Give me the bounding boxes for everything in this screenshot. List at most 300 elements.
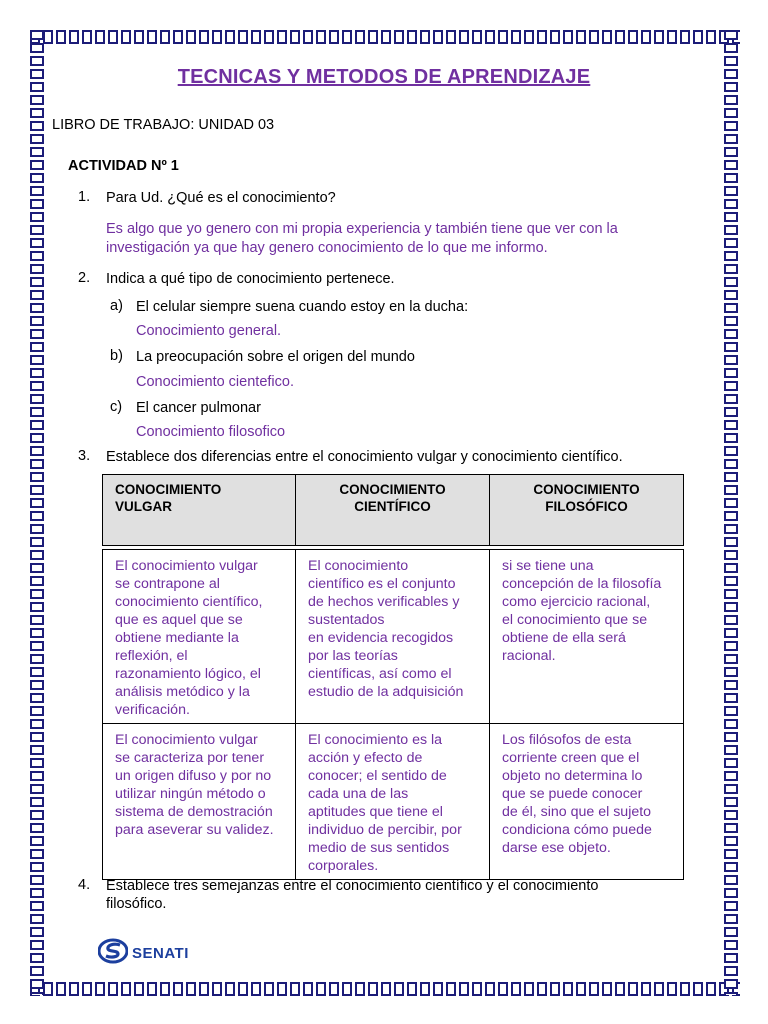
frame-block — [724, 511, 738, 521]
frame-block — [30, 160, 44, 170]
frame-block — [108, 982, 118, 996]
senati-logo-text: SENATI — [132, 945, 189, 962]
frame-block — [30, 498, 44, 508]
frame-block — [30, 667, 44, 677]
frame-block — [134, 982, 144, 996]
cell-line: si se tiene una — [502, 558, 594, 574]
frame-block — [303, 30, 313, 44]
q1-number: 1. — [78, 189, 91, 205]
frame-block — [724, 940, 738, 950]
cell-line: razonamiento lógico, el — [115, 666, 261, 682]
q2-item-b-letter: b) — [110, 348, 123, 364]
frame-block — [30, 173, 44, 183]
frame-block — [693, 982, 703, 996]
frame-block — [628, 30, 638, 44]
frame-block — [641, 982, 651, 996]
frame-block — [724, 888, 738, 898]
frame-block — [446, 30, 456, 44]
cell-line: el conocimiento que se — [502, 612, 648, 628]
frame-block — [30, 797, 44, 807]
frame-block — [628, 982, 638, 996]
cell-line: que es aquel que se — [115, 612, 243, 628]
frame-block — [30, 602, 44, 612]
cell-line: condiciona cómo puede — [502, 822, 652, 838]
frame-block — [30, 212, 44, 222]
frame-block — [446, 982, 456, 996]
frame-block — [724, 394, 738, 404]
frame-block — [147, 982, 157, 996]
cell-line: Los filósofos de esta — [502, 732, 632, 748]
frame-block — [30, 615, 44, 625]
frame-block — [724, 108, 738, 118]
cell-line: sistema de demostración — [115, 804, 273, 820]
frame-block — [724, 303, 738, 313]
senati-logo-icon — [98, 938, 128, 969]
frame-block — [680, 982, 690, 996]
frame-block — [724, 680, 738, 690]
frame-block — [30, 992, 44, 995]
q1-answer-line1: Es algo que yo genero con mi propia experiencia y también tiene que ver con la — [106, 221, 618, 237]
frame-block — [368, 982, 378, 996]
cell-line: en evidencia recogidos — [308, 630, 454, 646]
frame-block — [329, 982, 339, 996]
q2-item-a-answer: Conocimiento general. — [136, 323, 282, 339]
frame-block — [433, 30, 443, 44]
frame-block — [30, 407, 44, 417]
frame-block — [30, 95, 44, 105]
frame-block — [524, 982, 534, 996]
cell-line: aptitudes que tiene el — [308, 804, 443, 820]
frame-block — [724, 160, 738, 170]
frame-block — [433, 982, 443, 996]
frame-block — [82, 982, 92, 996]
frame-block — [30, 589, 44, 599]
header-vulgar — [103, 475, 296, 546]
frame-block — [251, 30, 261, 44]
cell-line: El conocimiento es la — [308, 732, 443, 748]
cell-line: conocimiento científico, — [115, 594, 263, 610]
frame-block — [724, 563, 738, 573]
frame-block — [30, 147, 44, 157]
comparison-table — [102, 474, 684, 880]
frame-block — [355, 30, 365, 44]
frame-block — [472, 982, 482, 996]
frame-block — [724, 485, 738, 495]
frame-block — [121, 982, 131, 996]
frame-block — [724, 134, 738, 144]
frame-block — [724, 745, 738, 755]
frame-block — [394, 30, 404, 44]
frame-block — [160, 982, 170, 996]
cell-line: de él, sino que el sujeto — [502, 804, 652, 820]
frame-block — [30, 719, 44, 729]
frame-block — [407, 982, 417, 996]
frame-block — [290, 982, 300, 996]
frame-block — [30, 927, 44, 937]
frame-block — [641, 30, 651, 44]
frame-block — [277, 30, 287, 44]
frame-block — [173, 30, 183, 44]
frame-block — [30, 823, 44, 833]
frame-block — [30, 433, 44, 443]
table-row — [103, 550, 684, 724]
q2-item-b-answer: Conocimiento cientefico. — [136, 374, 294, 390]
frame-block — [212, 982, 222, 996]
frame-block — [186, 982, 196, 996]
frame-block — [485, 30, 495, 44]
frame-block — [563, 30, 573, 44]
activity-heading: ACTIVIDAD Nº 1 — [68, 158, 179, 174]
q1-text: Para Ud. ¿Qué es el conocimiento? — [106, 190, 336, 206]
frame-block — [724, 537, 738, 547]
frame-block — [724, 784, 738, 794]
frame-block — [724, 459, 738, 469]
frame-block — [121, 30, 131, 44]
table-cell — [296, 724, 490, 880]
frame-block — [724, 771, 738, 781]
frame-block — [238, 30, 248, 44]
header-filosofico-line2: FILOSÓFICO — [545, 499, 628, 514]
cell-line: que se puede conocer — [502, 786, 643, 802]
frame-block — [30, 472, 44, 482]
frame-block — [30, 394, 44, 404]
cell-line: sustentados — [308, 612, 385, 628]
frame-block — [498, 30, 508, 44]
cell-line: objeto no determina lo — [502, 768, 643, 784]
frame-block — [615, 982, 625, 996]
frame-block — [724, 849, 738, 859]
cell-line: obtiene de ella será — [502, 630, 626, 646]
frame-block — [30, 771, 44, 781]
frame-block — [459, 982, 469, 996]
frame-block — [30, 810, 44, 820]
frame-block — [30, 745, 44, 755]
frame-block — [724, 316, 738, 326]
frame-block — [329, 30, 339, 44]
cell-line: para aseverar su validez. — [115, 822, 274, 838]
frame-block — [30, 368, 44, 378]
table-cell — [296, 550, 490, 724]
frame-block — [667, 982, 677, 996]
frame-block — [724, 693, 738, 703]
frame-block — [95, 982, 105, 996]
cell-line: El conocimiento — [308, 558, 409, 574]
frame-block — [173, 982, 183, 996]
cell-line: se caracteriza por tener — [115, 750, 265, 766]
frame-block — [147, 30, 157, 44]
frame-block — [108, 30, 118, 44]
frame-block — [30, 537, 44, 547]
frame-block — [30, 524, 44, 534]
frame-block — [355, 982, 365, 996]
cell-line: obtiene mediante la — [115, 630, 239, 646]
frame-block — [225, 30, 235, 44]
frame-block — [511, 30, 521, 44]
frame-block — [724, 329, 738, 339]
header-vulgar-line1: CONOCIMIENTO — [115, 482, 222, 497]
frame-block — [724, 875, 738, 885]
frame-block — [576, 982, 586, 996]
header-cientifico-line1: CONOCIMIENTO — [339, 482, 446, 497]
frame-block — [724, 810, 738, 820]
frame-block — [30, 134, 44, 144]
frame-block — [537, 982, 547, 996]
frame-block — [30, 251, 44, 261]
q2-item-c-letter: c) — [110, 399, 123, 415]
frame-block — [30, 446, 44, 456]
frame-block — [30, 953, 44, 963]
frame-block — [30, 849, 44, 859]
frame-block — [724, 602, 738, 612]
frame-block — [724, 433, 738, 443]
cell-line: se contrapone al — [115, 576, 220, 592]
frame-block — [251, 982, 261, 996]
frame-block — [724, 719, 738, 729]
q2-item-a-text: El celular siempre suena cuando estoy en la ducha: — [136, 299, 469, 315]
frame-block — [43, 982, 53, 996]
frame-block — [212, 30, 222, 44]
frame-block — [654, 982, 664, 996]
frame-block — [199, 30, 209, 44]
frame-right — [724, 30, 738, 995]
cell-line: de hechos verificables y — [308, 594, 460, 610]
frame-block — [30, 290, 44, 300]
frame-block — [30, 784, 44, 794]
frame-block — [724, 914, 738, 924]
q2-text: Indica a qué tipo de conocimiento pertenece. — [106, 271, 395, 287]
frame-block — [30, 225, 44, 235]
frame-block — [69, 982, 79, 996]
header-vulgar-line2: VULGAR — [115, 499, 172, 514]
header-filosofico-line1: CONOCIMIENTO — [533, 482, 640, 497]
q4-text-line2: filosófico. — [106, 896, 167, 912]
frame-block — [724, 901, 738, 911]
q2-item-b-text: La preocupación sobre el origen del mundo — [136, 349, 415, 365]
frame-block — [706, 982, 716, 996]
frame-block — [30, 511, 44, 521]
frame-block — [724, 797, 738, 807]
frame-block — [724, 225, 738, 235]
frame-block — [30, 186, 44, 196]
table-cell — [490, 724, 684, 880]
q4-number: 4. — [78, 877, 91, 893]
frame-block — [563, 982, 573, 996]
table-row — [103, 724, 684, 880]
cell-line: por las teorías — [308, 648, 398, 664]
cell-line: reflexión, el — [115, 648, 188, 664]
frame-block — [724, 524, 738, 534]
frame-block — [30, 940, 44, 950]
frame-block — [724, 381, 738, 391]
frame-block — [459, 30, 469, 44]
frame-block — [550, 30, 560, 44]
frame-block — [30, 121, 44, 131]
cell-line: conocer; el sentido de — [308, 768, 447, 784]
frame-block — [724, 732, 738, 742]
frame-block — [30, 706, 44, 716]
frame-block — [724, 173, 738, 183]
frame-block — [724, 836, 738, 846]
frame-block — [30, 628, 44, 638]
header-cientifico-line2: CIENTÍFICO — [354, 499, 431, 514]
workbook-subtitle: LIBRO DE TRABAJO: UNIDAD 03 — [52, 117, 275, 133]
frame-block — [225, 982, 235, 996]
frame-block — [43, 30, 53, 44]
cell-line: medio de sus sentidos — [308, 840, 450, 856]
cell-line: utilizar ningún método o — [115, 786, 266, 802]
frame-block — [30, 888, 44, 898]
frame-block — [394, 982, 404, 996]
frame-block — [160, 30, 170, 44]
frame-block — [30, 550, 44, 560]
frame-block — [30, 680, 44, 690]
cell-line: científicas, así como el — [308, 666, 452, 682]
q3-number: 3. — [78, 448, 91, 464]
frame-block — [724, 95, 738, 105]
frame-block — [724, 290, 738, 300]
frame-block — [724, 212, 738, 222]
cell-line: científico es el conjunto — [308, 576, 456, 592]
cell-line: individuo de percibir, por — [308, 822, 462, 838]
frame-block — [30, 836, 44, 846]
frame-block — [342, 30, 352, 44]
frame-block — [724, 992, 738, 995]
frame-block — [724, 43, 738, 53]
frame-block — [30, 862, 44, 872]
cell-line: acción y efecto de — [308, 750, 423, 766]
q2-item-c-answer: Conocimiento filosofico — [136, 424, 286, 440]
frame-block — [724, 966, 738, 976]
frame-block — [724, 758, 738, 768]
frame-block — [724, 927, 738, 937]
frame-block — [199, 982, 209, 996]
q2-number: 2. — [78, 270, 91, 286]
frame-block — [30, 30, 44, 40]
frame-block — [420, 30, 430, 44]
frame-block — [680, 30, 690, 44]
frame-block — [724, 446, 738, 456]
q4-text-line1: Establece tres semejanzas entre el conocimiento científico y el conocimiento — [106, 878, 599, 894]
senati-logo — [98, 938, 189, 969]
frame-block — [30, 56, 44, 66]
frame-block — [30, 420, 44, 430]
frame-block — [30, 329, 44, 339]
frame-block — [30, 563, 44, 573]
frame-block — [589, 982, 599, 996]
frame-block — [186, 30, 196, 44]
frame-block — [724, 667, 738, 677]
frame-block — [316, 982, 326, 996]
frame-block — [724, 472, 738, 482]
frame-block — [82, 30, 92, 44]
frame-block — [30, 342, 44, 352]
frame-block — [724, 979, 738, 989]
frame-block — [724, 654, 738, 664]
frame-block — [30, 485, 44, 495]
cell-line: un origen difuso y por no — [115, 768, 272, 784]
cell-line: cada una de las — [308, 786, 409, 802]
cell-line: darse ese objeto. — [502, 840, 611, 856]
frame-block — [724, 862, 738, 872]
cell-line: estudio de la adquisición — [308, 684, 464, 700]
frame-block — [724, 823, 738, 833]
frame-block — [724, 342, 738, 352]
frame-block — [724, 147, 738, 157]
frame-top — [30, 30, 740, 44]
frame-block — [30, 303, 44, 313]
cell-line: corporales. — [308, 858, 379, 874]
frame-block — [30, 576, 44, 586]
frame-block — [724, 589, 738, 599]
frame-block — [706, 30, 716, 44]
frame-block — [30, 966, 44, 976]
frame-block — [724, 277, 738, 287]
frame-block — [524, 30, 534, 44]
frame-block — [30, 875, 44, 885]
frame-block — [472, 30, 482, 44]
frame-block — [654, 30, 664, 44]
frame-block — [30, 199, 44, 209]
frame-block — [537, 30, 547, 44]
frame-block — [724, 628, 738, 638]
frame-block — [381, 982, 391, 996]
frame-block — [30, 264, 44, 274]
frame-block — [420, 982, 430, 996]
frame-block — [511, 982, 521, 996]
frame-block — [30, 901, 44, 911]
frame-block — [30, 43, 44, 53]
frame-block — [342, 982, 352, 996]
frame-block — [589, 30, 599, 44]
frame-block — [615, 30, 625, 44]
cell-line: concepción de la filosofía — [502, 576, 662, 592]
header-cientifico — [296, 475, 490, 546]
frame-block — [724, 368, 738, 378]
frame-block — [724, 121, 738, 131]
frame-block — [30, 108, 44, 118]
frame-block — [724, 56, 738, 66]
table-cell — [103, 550, 296, 724]
frame-block — [724, 420, 738, 430]
cell-line: El conocimiento vulgar — [115, 558, 258, 574]
cell-line: El conocimiento vulgar — [115, 732, 258, 748]
frame-block — [30, 654, 44, 664]
frame-block — [30, 641, 44, 651]
frame-block — [381, 30, 391, 44]
frame-block — [134, 30, 144, 44]
table-cell — [490, 550, 684, 724]
frame-block — [277, 982, 287, 996]
frame-block — [724, 251, 738, 261]
frame-block — [724, 576, 738, 586]
frame-block — [238, 982, 248, 996]
frame-block — [724, 238, 738, 248]
frame-block — [30, 381, 44, 391]
frame-block — [290, 30, 300, 44]
frame-left — [30, 30, 44, 995]
frame-block — [602, 30, 612, 44]
frame-block — [724, 953, 738, 963]
frame-block — [30, 914, 44, 924]
q2-item-a-letter: a) — [110, 298, 123, 314]
frame-block — [724, 186, 738, 196]
cell-line: corriente creen que el — [502, 750, 640, 766]
frame-block — [693, 30, 703, 44]
frame-block — [724, 30, 738, 40]
q1-answer-line2: investigación ya que hay genero conocimiento de lo que me informo. — [106, 240, 548, 256]
cell-line: verificación. — [115, 702, 190, 718]
frame-block — [30, 355, 44, 365]
